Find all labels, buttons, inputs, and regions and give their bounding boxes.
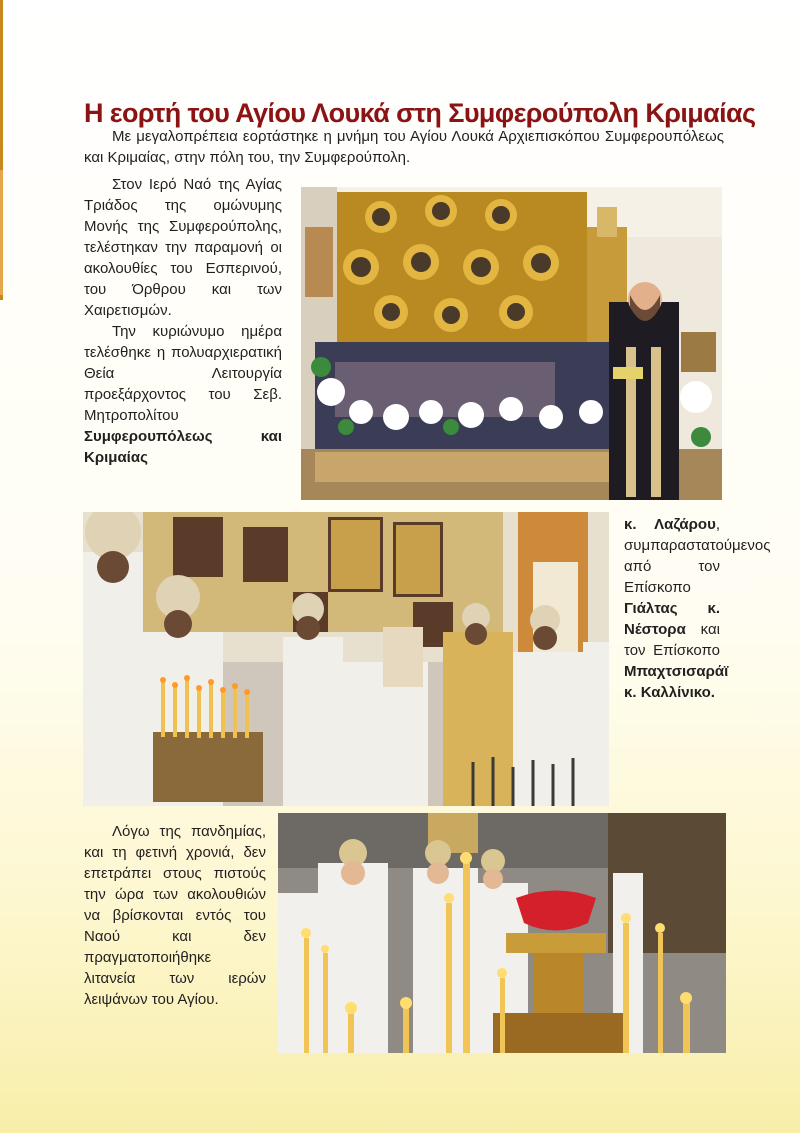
article-title: Η εορτή του Αγίου Λουκά στη Συμφερούπολη Κριμαίας bbox=[84, 98, 756, 129]
clergy-text-2: και τον Επίσκοπο bbox=[624, 621, 720, 659]
liturgy-paragraph bbox=[84, 321, 282, 468]
bishop-yalta-name: Γιάλτας κ. Νέστορα bbox=[624, 600, 720, 638]
clergy-paragraph bbox=[624, 514, 771, 703]
right-caption-column bbox=[624, 514, 771, 703]
intro-paragraph: Με μεγαλοπρέπεια εορτάστηκε η μνήμη του Αγίου Λουκά Αρχιεπισκόπου Συμφερουπόλεως και Κριμαίας, στην πόλη του, την Συμφερούπολη. bbox=[84, 128, 724, 166]
metropolis-name: Συμφερουπόλεως και Κριμαίας bbox=[84, 428, 282, 466]
photo-hierarchs-liturgy bbox=[83, 512, 609, 806]
bishop-bakhchisaray-name: Μπαχτσισαράϊ κ. Καλλίνικο. bbox=[624, 663, 729, 701]
metropolitan-name: κ. Λαζάρου bbox=[624, 516, 716, 533]
left-column-top bbox=[84, 174, 282, 468]
clergy-text-1: , συμπαραστατούμενος από τον Επίσκοπο bbox=[624, 516, 771, 596]
liturgy-text: Την κυριώνυμο ημέρα τελέσθηκε η πολυαρχιερατική Θεία Λειτουργία προεξάρχοντος του Σεβ. Μητροπολίτου bbox=[84, 323, 282, 424]
left-column-bottom bbox=[84, 821, 266, 1010]
pandemic-paragraph: Λόγω της πανδημίας, και τη φετινή χρονιά, δεν επετράπει στους πιστούς την ώρα των ακολουθιών να βρίσκονται εντός του Ναού και δεν πραγματοποιήθηκε λιτανεία των ιερών λειψάνων του Αγίου. bbox=[84, 823, 266, 1008]
page-edge-mark-lower bbox=[0, 170, 3, 295]
vespers-paragraph: Στον Ιερό Ναό της Αγίας Τριάδος της ομώνυμης Μονής της Συμφερούπολης, τελέστηκαν την παραμονή οι ακολουθίες του Εσπερινού, του Όρθρου και των Χαιρετισμών. bbox=[84, 176, 282, 319]
article-intro bbox=[84, 126, 724, 168]
photo-relics-shrine bbox=[301, 187, 722, 500]
photo-candles-clergy bbox=[278, 813, 726, 1053]
